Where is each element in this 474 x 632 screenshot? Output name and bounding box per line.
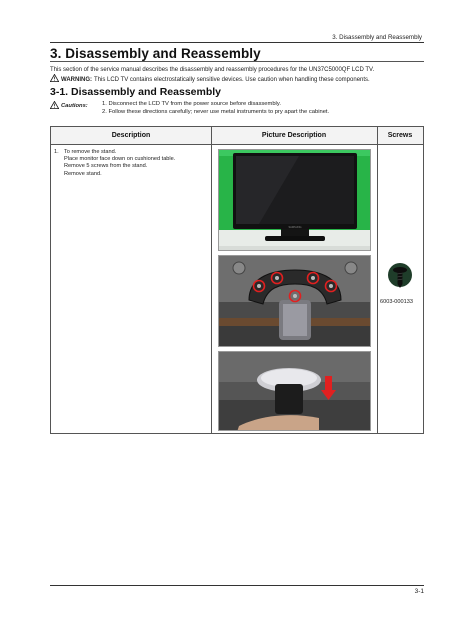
caution-icon xyxy=(50,101,59,113)
step-line: Remove 5 screws from the stand. xyxy=(64,163,148,170)
warning-label: WARNING: xyxy=(61,76,92,83)
subsection-title: 3-1. Disassembly and Reassembly xyxy=(50,86,222,98)
procedure-table xyxy=(50,126,424,434)
photo-tv-front xyxy=(218,149,371,251)
caution-item: 1. Disconnect the LCD TV from the power source before disassembly. xyxy=(102,101,281,107)
header-rule xyxy=(50,42,424,43)
cautions-list xyxy=(102,101,432,116)
column-divider xyxy=(377,127,378,433)
footer-rule xyxy=(50,585,424,586)
screw-icon xyxy=(381,262,419,294)
page-number: 3-1 xyxy=(414,588,424,595)
section-title: 3. Disassembly and Reassembly xyxy=(50,46,261,61)
header-description: Description xyxy=(51,127,211,145)
cautions-label: Cautions: xyxy=(61,103,88,109)
cautions-block xyxy=(50,101,424,117)
step-line: To remove the stand. xyxy=(64,149,117,155)
screw-code: 6003-000133 xyxy=(380,299,413,305)
photo-remove-stand xyxy=(218,351,371,431)
running-header: 3. Disassembly and Reassembly xyxy=(332,34,422,41)
photo-stand-screws xyxy=(218,255,371,347)
step-lines xyxy=(64,149,175,178)
step-line: Place monitor face down on cushioned table. xyxy=(64,156,176,163)
section-title-rule xyxy=(50,61,424,62)
step-line: Remove stand. xyxy=(64,170,102,177)
warning-line xyxy=(50,74,370,85)
header-screws: Screws xyxy=(377,127,423,145)
section-intro: This section of the service manual describes the disassembly and reassembly procedures for the UN37C5000QF LCD TV. xyxy=(50,67,375,73)
cautions-label-group xyxy=(50,101,88,113)
tv-brand-logo: SAMSUNG xyxy=(288,226,302,229)
header-picture-description: Picture Description xyxy=(211,127,377,145)
warning-icon xyxy=(50,74,59,85)
warning-text: This LCD TV contains electrostatically sensitive devices. Use caution when handling these components. xyxy=(94,76,370,83)
step-number: 1. xyxy=(54,149,59,155)
column-divider xyxy=(211,127,212,433)
caution-item: 2. Follow these directions carefully; never use metal instruments to pry apart the cabinet. xyxy=(102,108,330,115)
